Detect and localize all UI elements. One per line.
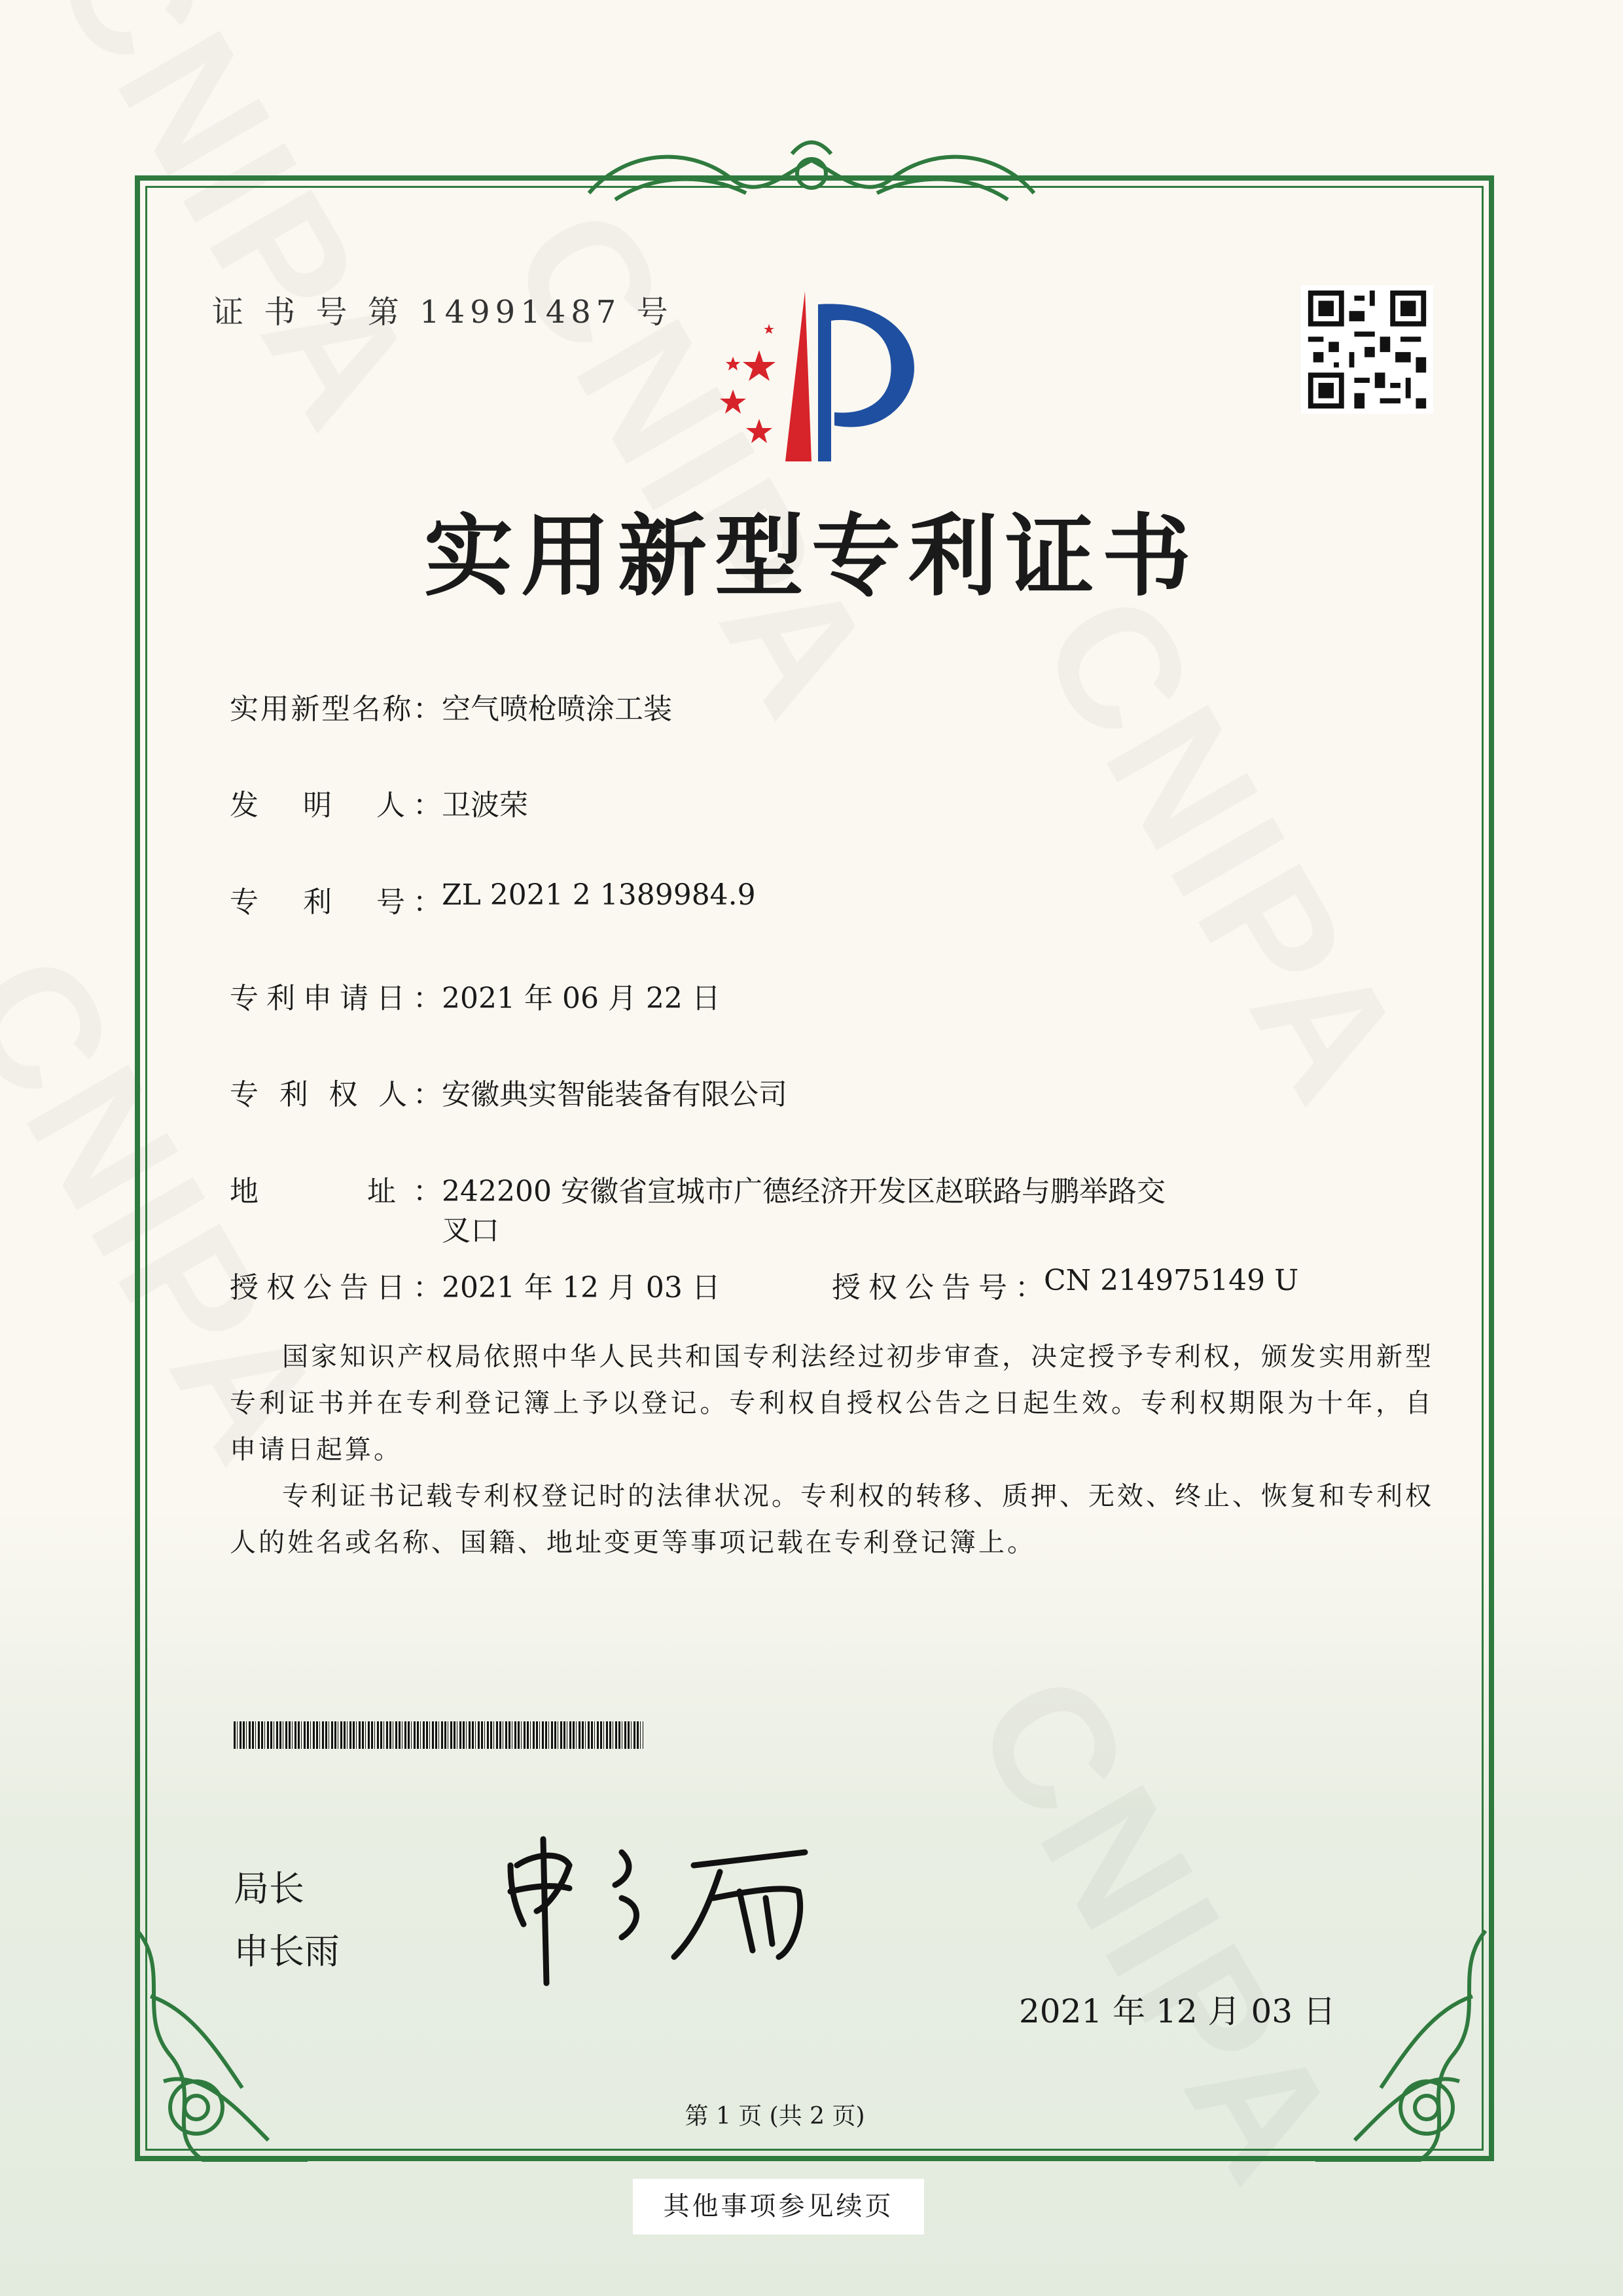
field-value: 242200 安徽省宣城市广德经济开发区赵联路与鹏举路交 xyxy=(442,1175,1166,1208)
cnipa-logo xyxy=(694,285,936,468)
field-inventor xyxy=(230,781,528,823)
page-title: 实用新型专利证书 xyxy=(424,504,1199,609)
field-value: 2021 年 12 月 03 日 xyxy=(442,1271,721,1304)
field-grant-date xyxy=(230,1264,721,1306)
field-utility-model-name xyxy=(230,685,672,727)
signatory-name: 申长雨 xyxy=(234,1931,340,1972)
page-indicator: 第 1 页 (共 2 页) xyxy=(685,2103,865,2130)
signature xyxy=(497,1826,838,1990)
field-value-line2: 叉口 xyxy=(442,1214,499,1247)
field-value: 空气喷枪喷涂工装 xyxy=(442,692,672,726)
qr-code xyxy=(1301,285,1433,414)
field-grant-publication-number xyxy=(832,1264,1299,1306)
field-label: 专利申请日： xyxy=(230,982,442,1015)
issue-date: 2021 年 12 月 03 日 xyxy=(1019,1992,1336,2030)
field-label: 授权公告号： xyxy=(832,1271,1044,1304)
field-value: 安徽典实智能装备有限公司 xyxy=(442,1078,787,1111)
field-patent-number xyxy=(230,878,756,920)
barcode xyxy=(234,1721,643,1749)
field-label: 授权公告日： xyxy=(230,1271,442,1304)
field-label: 专 利 权 人： xyxy=(230,1078,442,1111)
field-value: 2021 年 06 月 22 日 xyxy=(442,982,721,1015)
field-patentee xyxy=(230,1071,787,1113)
top-ornament xyxy=(576,134,1047,219)
field-label: 发 明 人： xyxy=(230,789,442,822)
continuation-note: 其他事项参见续页 xyxy=(633,2179,924,2234)
field-label: 专 利 号： xyxy=(230,886,442,919)
field-application-date xyxy=(230,975,721,1016)
certificate-statement xyxy=(230,1334,1434,1566)
statement-paragraph: 国家知识产权局依照中华人民共和国专利法经过初步审查，决定授予专利权，颁发实用新型专利证书并在专利登记簿上予以登记。专利权自授权公告之日起生效。专利权期限为十年，自申请日起算。 xyxy=(230,1342,1434,1465)
statement-paragraph: 专利证书记载专利权登记时的法律状况。专利权的转移、质押、无效、终止、恢复和专利权人的姓名或名称、国籍、地址变更等事项记载在专利登记簿上。 xyxy=(230,1481,1434,1558)
field-value: CN 214975149 U xyxy=(1044,1264,1299,1297)
field-value: 卫波荣 xyxy=(442,789,528,822)
field-value: ZL 2021 2 1389984.9 xyxy=(442,878,756,912)
field-address xyxy=(230,1168,1166,1247)
field-label: 实用新型名称： xyxy=(230,692,442,726)
signatory-title: 局长 xyxy=(234,1868,304,1909)
field-label: 地 址： xyxy=(230,1175,442,1208)
corner-ornament-right xyxy=(1302,1918,1499,2173)
certificate-number: 证 书 号 第 14991487 号 xyxy=(212,294,673,331)
